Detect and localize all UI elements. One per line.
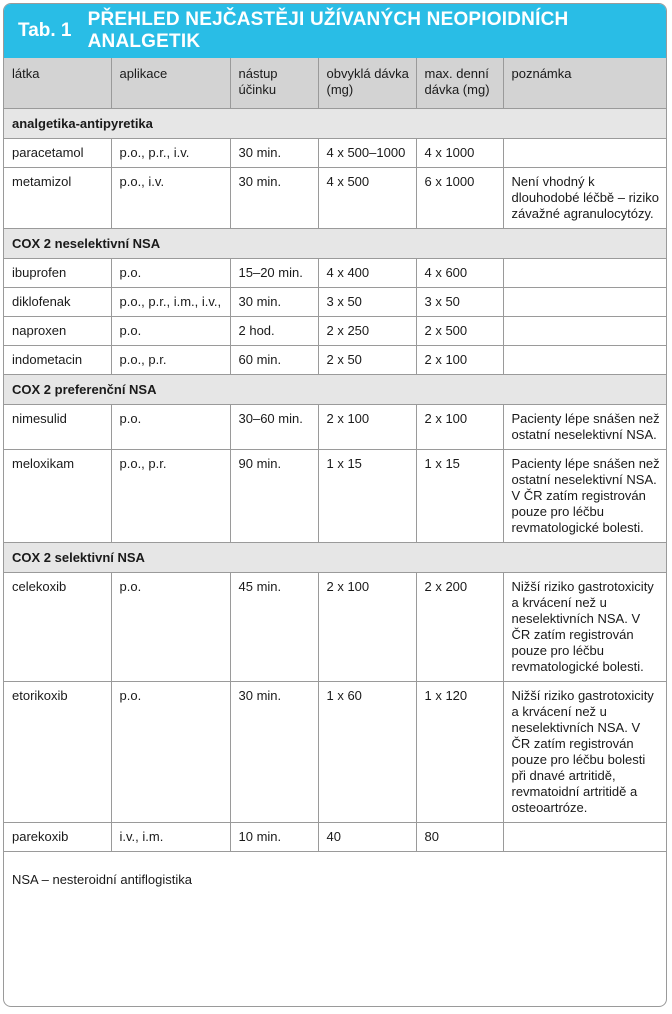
table-cell: 1 x 120: [416, 681, 503, 822]
table-cell: 4 x 1000: [416, 138, 503, 167]
table-cell: 1 x 60: [318, 681, 416, 822]
table-cell: [503, 258, 667, 287]
table-cell: [503, 138, 667, 167]
table-cell: ibuprofen: [4, 258, 111, 287]
table-cell: p.o.: [111, 572, 230, 681]
table-cell: 2 x 100: [318, 404, 416, 449]
header-cell: poznámka: [503, 58, 667, 108]
header-cell: max. denní dávka (mg): [416, 58, 503, 108]
table-row: [4, 345, 667, 374]
table-cell: Není vhodný k dlouhodobé léčbě – riziko závažné agranulocytózy.: [503, 167, 667, 228]
section-row: [4, 228, 667, 258]
table-row: [4, 404, 667, 449]
section-row: [4, 374, 667, 404]
table-cell: Nižší riziko gastrotoxicity a krvácení než u neselektivních NSA. V ČR zatím registrován pouze pro léčbu revmatologické bolesti.: [503, 572, 667, 681]
table-cell: 2 x 250: [318, 316, 416, 345]
table-cell: meloxikam: [4, 449, 111, 542]
table-cell: p.o., i.v.: [111, 167, 230, 228]
table-card: [3, 3, 667, 1007]
table-cell: celekoxib: [4, 572, 111, 681]
header-cell: aplikace: [111, 58, 230, 108]
table-cell: p.o.: [111, 681, 230, 822]
table-row: [4, 572, 667, 681]
table-number: Tab. 1: [18, 20, 72, 41]
table-cell: 2 x 100: [416, 404, 503, 449]
table-cell: 30 min.: [230, 138, 318, 167]
header-cell: obvyklá dávka (mg): [318, 58, 416, 108]
table-cell: 15–20 min.: [230, 258, 318, 287]
table-cell: metamizol: [4, 167, 111, 228]
section-title: COX 2 selektivní NSA: [4, 542, 667, 572]
table-cell: p.o.: [111, 316, 230, 345]
section-row: [4, 542, 667, 572]
table-cell: 2 hod.: [230, 316, 318, 345]
table-cell: 4 x 500: [318, 167, 416, 228]
table-cell: 45 min.: [230, 572, 318, 681]
table-cell: 4 x 500–1000: [318, 138, 416, 167]
table-cell: i.v., i.m.: [111, 822, 230, 851]
table-cell: 2 x 50: [318, 345, 416, 374]
table-cell: Nižší riziko gastrotoxicity a krvácení než u neselektivních NSA. V ČR zatím registrován pouze pro léčbu bolesti při dnavé artritidě, revmatoidní artritidě a osteoartróze.: [503, 681, 667, 822]
header-row: [4, 58, 667, 108]
table-row: [4, 316, 667, 345]
table-cell: 80: [416, 822, 503, 851]
section-row: [4, 108, 667, 138]
table-cell: 60 min.: [230, 345, 318, 374]
table-cell: p.o., p.r., i.v.: [111, 138, 230, 167]
header-cell: nástup účinku: [230, 58, 318, 108]
table-cell: indometacin: [4, 345, 111, 374]
table-body: [4, 108, 667, 913]
table-cell: 4 x 600: [416, 258, 503, 287]
table-cell: p.o., p.r.: [111, 345, 230, 374]
table-row: [4, 449, 667, 542]
table-row: [4, 822, 667, 851]
section-title: COX 2 preferenční NSA: [4, 374, 667, 404]
table-cell: naproxen: [4, 316, 111, 345]
table-cell: Pacienty lépe snášen než ostatní neselektivní NSA.: [503, 404, 667, 449]
table-cell: p.o.: [111, 404, 230, 449]
table-cell: 90 min.: [230, 449, 318, 542]
section-title: COX 2 neselektivní NSA: [4, 228, 667, 258]
table-cell: p.o.: [111, 258, 230, 287]
table-row: [4, 287, 667, 316]
table-cell: etorikoxib: [4, 681, 111, 822]
table-cell: 3 x 50: [416, 287, 503, 316]
table-row: [4, 681, 667, 822]
analgesics-table: [4, 58, 667, 913]
table-cell: p.o., p.r., i.m., i.v.,: [111, 287, 230, 316]
table-cell: 30–60 min.: [230, 404, 318, 449]
table-cell: 10 min.: [230, 822, 318, 851]
header-cell: látka: [4, 58, 111, 108]
table-cell: 30 min.: [230, 681, 318, 822]
table-row: [4, 258, 667, 287]
table-cell: 6 x 1000: [416, 167, 503, 228]
table-cell: 2 x 100: [318, 572, 416, 681]
table-row: [4, 138, 667, 167]
table-cell: 3 x 50: [318, 287, 416, 316]
table-cell: 2 x 200: [416, 572, 503, 681]
table-cell: [503, 316, 667, 345]
table-cell: p.o., p.r.: [111, 449, 230, 542]
table-cell: [503, 822, 667, 851]
table-cell: 2 x 500: [416, 316, 503, 345]
table-title-bar: [4, 4, 666, 58]
table-cell: diklofenak: [4, 287, 111, 316]
table-cell: nimesulid: [4, 404, 111, 449]
table-cell: 30 min.: [230, 287, 318, 316]
footnote-row: [4, 851, 667, 913]
section-title: analgetika-antipyretika: [4, 108, 667, 138]
table-cell: 2 x 100: [416, 345, 503, 374]
footnote: NSA – nesteroidní antiflogistika: [12, 871, 192, 887]
table-row: [4, 167, 667, 228]
table-cell: 1 x 15: [318, 449, 416, 542]
table-cell: 1 x 15: [416, 449, 503, 542]
table-cell: paracetamol: [4, 138, 111, 167]
table-cell: Pacienty lépe snášen než ostatní neselektivní NSA. V ČR zatím registrován pouze pro léčbu revmatologické bolesti.: [503, 449, 667, 542]
table-cell: 4 x 400: [318, 258, 416, 287]
table-cell: [503, 287, 667, 316]
table-cell: 40: [318, 822, 416, 851]
table-cell: parekoxib: [4, 822, 111, 851]
table-cell: [503, 345, 667, 374]
table-title: PŘEHLED NEJČASTĚJI UŽÍVANÝCH NEOPIOIDNÍCH ANALGETIK: [87, 9, 569, 52]
table-cell: 30 min.: [230, 167, 318, 228]
